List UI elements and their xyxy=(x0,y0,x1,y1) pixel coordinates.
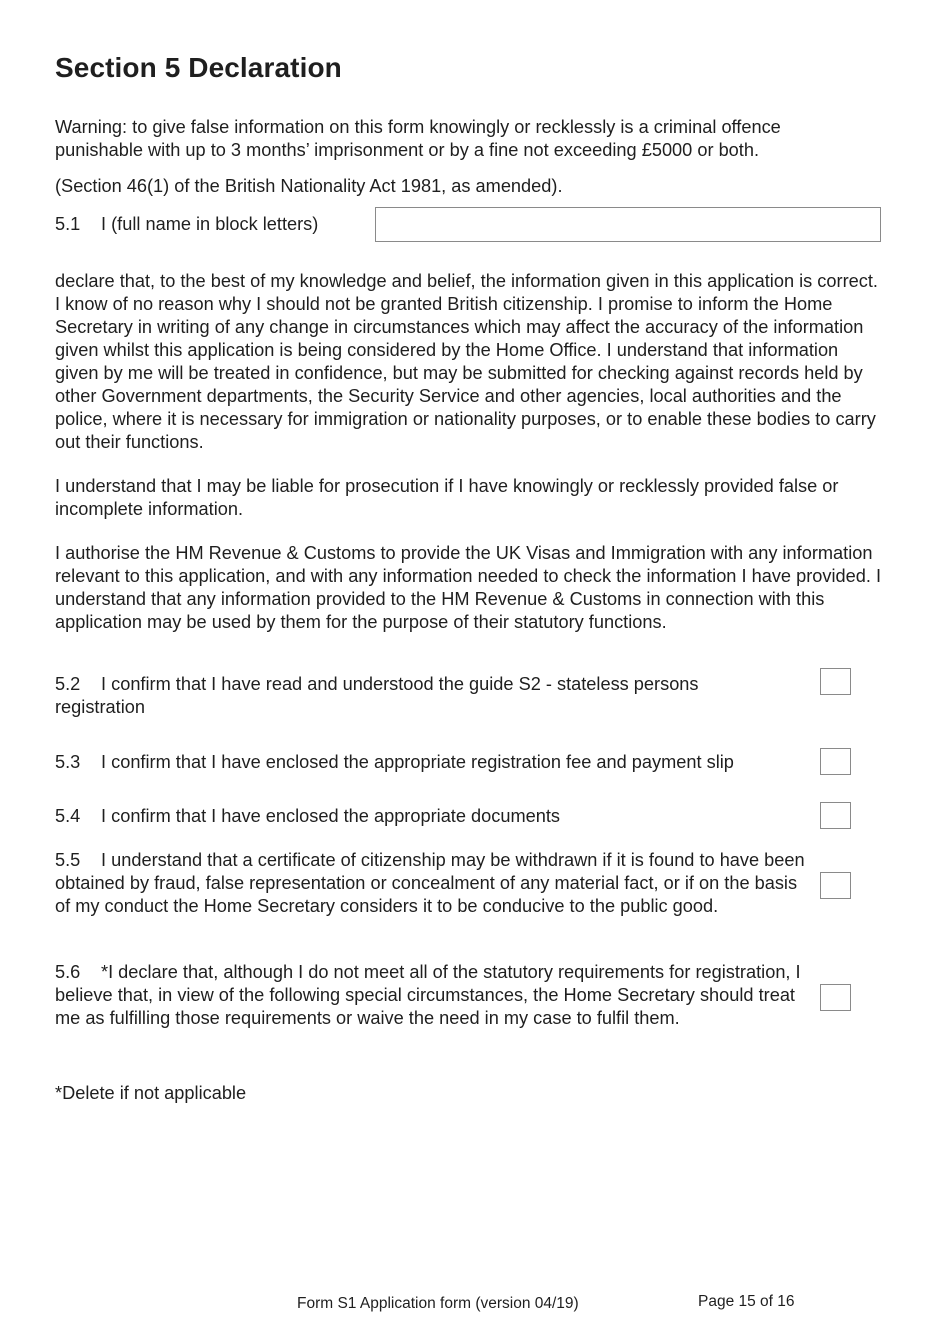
confirmation-text: I confirm that I have enclosed the appropriate registration fee and payment slip xyxy=(101,752,734,772)
confirmation-5-6 xyxy=(55,961,815,1030)
q5-1-number: 5.1 xyxy=(55,214,81,234)
confirmation-5-3 xyxy=(55,751,815,774)
confirmation-5-4 xyxy=(55,805,815,828)
footer-form-name: Form S1 Application form (version 04/19) xyxy=(297,1295,579,1312)
q5-1-label: I (full name in block letters) xyxy=(101,214,319,234)
confirmation-text: *I declare that, although I do not meet all of the statutory requirements for registration, I believe that, in view of the following special circumstances, the Home Secretary should treat me as fulfilling those requirements or waive the need in my case to fulfil them. xyxy=(55,962,801,1028)
hmrc-paragraph: I authorise the HM Revenue & Customs to provide the UK Visas and Immigration with any information relevant to this application, and with any information needed to check the information I have provided. I understand that any information provided to the HM Revenue & Customs in connection with this application may be used by them for the purpose of their statutory functions. xyxy=(55,543,882,632)
confirm-guide-checkbox[interactable] xyxy=(820,668,851,695)
declaration-paragraph: declare that, to the best of my knowledge and belief, the information given in this application is correct. I know of no reason why I should not be granted British citizenship. I promise to inform the Home Secretary in writing of any change in circumstances which may affect the accuracy of the information given whilst this application is being considered by the Home Office. I understand that information given by me will be treated in confidence, but may be submitted for checking against records held by other Government departments, the Security Service and other agencies, local authorities and the police, where it is necessary for immigration or nationality purposes, or to enable these bodies to carry out their functions. xyxy=(55,271,878,452)
confirmation-text: I confirm that I have enclosed the appropriate documents xyxy=(101,806,560,826)
warning-text: Warning: to give false information on this form knowingly or recklessly is a criminal offence punishable with up to 3 months’ imprisonment or by a fine not exceeding £5000 or both. xyxy=(55,117,781,160)
confirmation-5-2 xyxy=(55,673,755,719)
q5-1-label-row xyxy=(55,213,318,236)
special-circumstances-checkbox[interactable] xyxy=(820,984,851,1011)
confirmation-number: 5.3 xyxy=(55,752,81,772)
confirm-fee-checkbox[interactable] xyxy=(820,748,851,775)
confirmation-number: 5.2 xyxy=(55,674,81,694)
warning-reference: (Section 46(1) of the British Nationality Act 1981, as amended). xyxy=(55,176,563,196)
confirmation-text: I confirm that I have read and understood the guide S2 - stateless persons registration xyxy=(55,674,699,717)
delete-note: *Delete if not applicable xyxy=(55,1083,247,1103)
prosecution-paragraph: I understand that I may be liable for prosecution if I have knowingly or recklessly provided false or incomplete information. xyxy=(55,476,839,519)
confirmation-number: 5.4 xyxy=(55,806,81,826)
full-name-input[interactable] xyxy=(375,207,881,242)
confirmation-number: 5.5 xyxy=(55,850,81,870)
confirm-withdrawal-checkbox[interactable] xyxy=(820,872,851,899)
footer-page-number: Page 15 of 16 xyxy=(698,1293,795,1310)
confirmation-text: I understand that a certificate of citizenship may be withdrawn if it is found to have been obtained by fraud, false representation or concealment of any material fact, or if on the basis of my conduct the Home Secretary considers it to be conducive to the public good. xyxy=(55,850,805,916)
confirmation-number: 5.6 xyxy=(55,962,81,982)
page-title: Section 5 Declaration xyxy=(55,52,342,83)
confirmation-5-5 xyxy=(55,849,811,918)
confirm-documents-checkbox[interactable] xyxy=(820,802,851,829)
